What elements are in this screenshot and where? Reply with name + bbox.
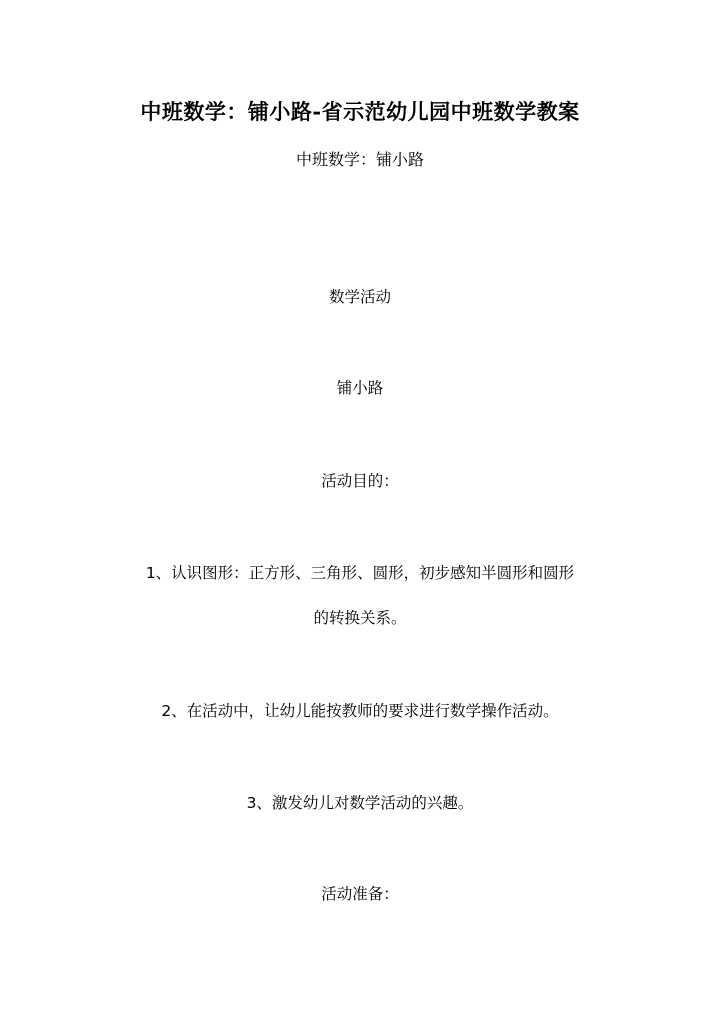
document-title: 中班数学：铺小路-省示范幼儿园中班数学教案 — [140, 99, 580, 124]
objective-3: 3、激发幼儿对数学活动的兴趣。 — [246, 794, 474, 812]
section-heading-preparation: 活动准备： — [321, 885, 399, 903]
objective-1-line-2: 的转换关系。 — [313, 609, 407, 627]
section-heading-activity-type: 数学活动 — [328, 288, 391, 306]
activity-name: 铺小路 — [336, 379, 384, 397]
section-heading-objectives: 活动目的： — [321, 472, 399, 490]
objective-1-line-1: 1、认识图形：正方形、三角形、圆形，初步感知半圆形和圆形 — [145, 564, 575, 582]
objective-2: 2、在活动中，让幼儿能按教师的要求进行数学操作活动。 — [161, 702, 559, 720]
document-subtitle: 中班数学：铺小路 — [295, 150, 424, 169]
